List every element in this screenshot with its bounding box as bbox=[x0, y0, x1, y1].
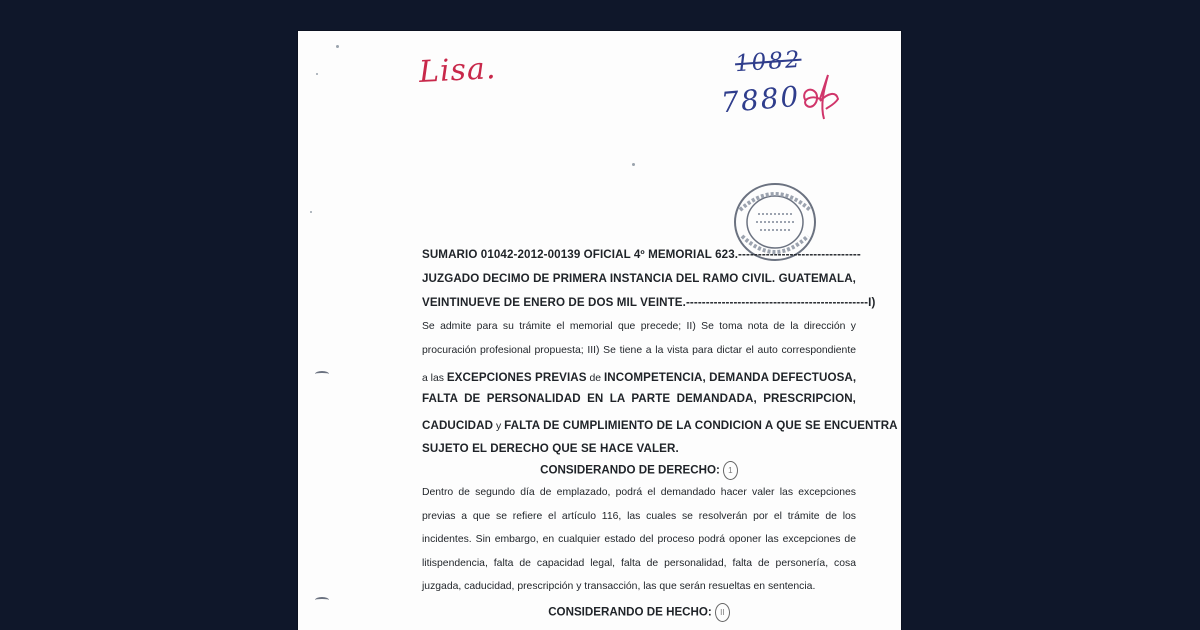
heading-text: CONSIDERANDO DE HECHO: bbox=[548, 605, 712, 619]
scan-speck bbox=[310, 211, 312, 213]
section-heading-hecho bbox=[422, 603, 856, 622]
body-line: Se admite para su trámite el memorial que precede; II) Se toma nota de la dirección y bbox=[422, 321, 856, 332]
header-line: VEINTINUEVE DE ENERO DE DOS MIL VEINTE.----------------------------------------------I) bbox=[422, 296, 876, 309]
text-segment-bold: EXCEPCIONES PREVIAS bbox=[446, 371, 587, 384]
header-line: JUZGADO DECIMO DE PRIMERA INSTANCIA DEL RAMO CIVIL. GUATEMALA, bbox=[422, 272, 856, 285]
text-segment-bold: SUJETO EL DERECHO QUE SE HACE VALER bbox=[422, 442, 676, 455]
circled-annotation: 1 bbox=[723, 461, 738, 480]
handwritten-initials-signature bbox=[798, 71, 842, 121]
text-segment: . bbox=[675, 442, 679, 455]
body-line: incidentes. Sin embargo, en cualquier estado del proceso podrá oponer las excepciones de bbox=[422, 534, 856, 545]
body-line: Dentro de segundo día de emplazado, podrá el demandado hacer valer las excepciones bbox=[422, 487, 856, 498]
header-line: SUMARIO 01042-2012-00139 OFICIAL 4º MEMORIAL 623.------------------------------- bbox=[422, 248, 861, 261]
text-segment: a las bbox=[422, 373, 447, 384]
scan-speck bbox=[316, 73, 318, 75]
heading-text: CONSIDERANDO DE DERECHO: bbox=[540, 463, 720, 477]
scan-speck bbox=[632, 163, 635, 166]
body-line: procuración profesional propuesta; III) Se tiene a la vista para dictar el auto correspondiente bbox=[422, 345, 856, 356]
body-line-mixed bbox=[422, 416, 898, 434]
handwritten-name: Lisa. bbox=[418, 51, 498, 90]
body-line-mixed bbox=[422, 439, 856, 457]
binding-hole-mark bbox=[315, 597, 329, 603]
text-segment-bold: INCOMPETENCIA, DEMANDA DEFECTUOSA, bbox=[603, 371, 857, 384]
text-segment-bold: CADUCIDAD bbox=[422, 419, 494, 432]
scan-speck bbox=[336, 45, 339, 48]
body-line-mixed bbox=[422, 368, 856, 386]
body-line: litispendencia, falta de capacidad legal, falta de personalidad, falta de personería, cosa bbox=[422, 558, 856, 569]
text-segment-bold: FALTA DE CUMPLIMIENTO DE LA CONDICION A QUE SE ENCUENTRA bbox=[504, 419, 898, 432]
text-segment: y bbox=[493, 421, 505, 432]
text-segment: de bbox=[586, 373, 604, 384]
binding-hole-mark bbox=[315, 371, 329, 377]
handwritten-number: 7880 bbox=[719, 79, 802, 120]
circled-annotation: II bbox=[715, 603, 730, 622]
body-line-bold: FALTA DE PERSONALIDAD EN LA PARTE DEMANDADA, PRESCRIPCION, bbox=[422, 392, 856, 405]
handwritten-crossed-number: 1082 bbox=[734, 46, 803, 78]
body-line: previas a que se refiere el artículo 116, las cuales se resolverán por el trámite de los bbox=[422, 511, 856, 522]
body-line: juzgada, caducidad, prescripción y transacción, las que serán resueltas en sentencia. bbox=[422, 581, 816, 592]
document-page bbox=[298, 31, 901, 630]
section-heading-derecho bbox=[422, 461, 856, 480]
